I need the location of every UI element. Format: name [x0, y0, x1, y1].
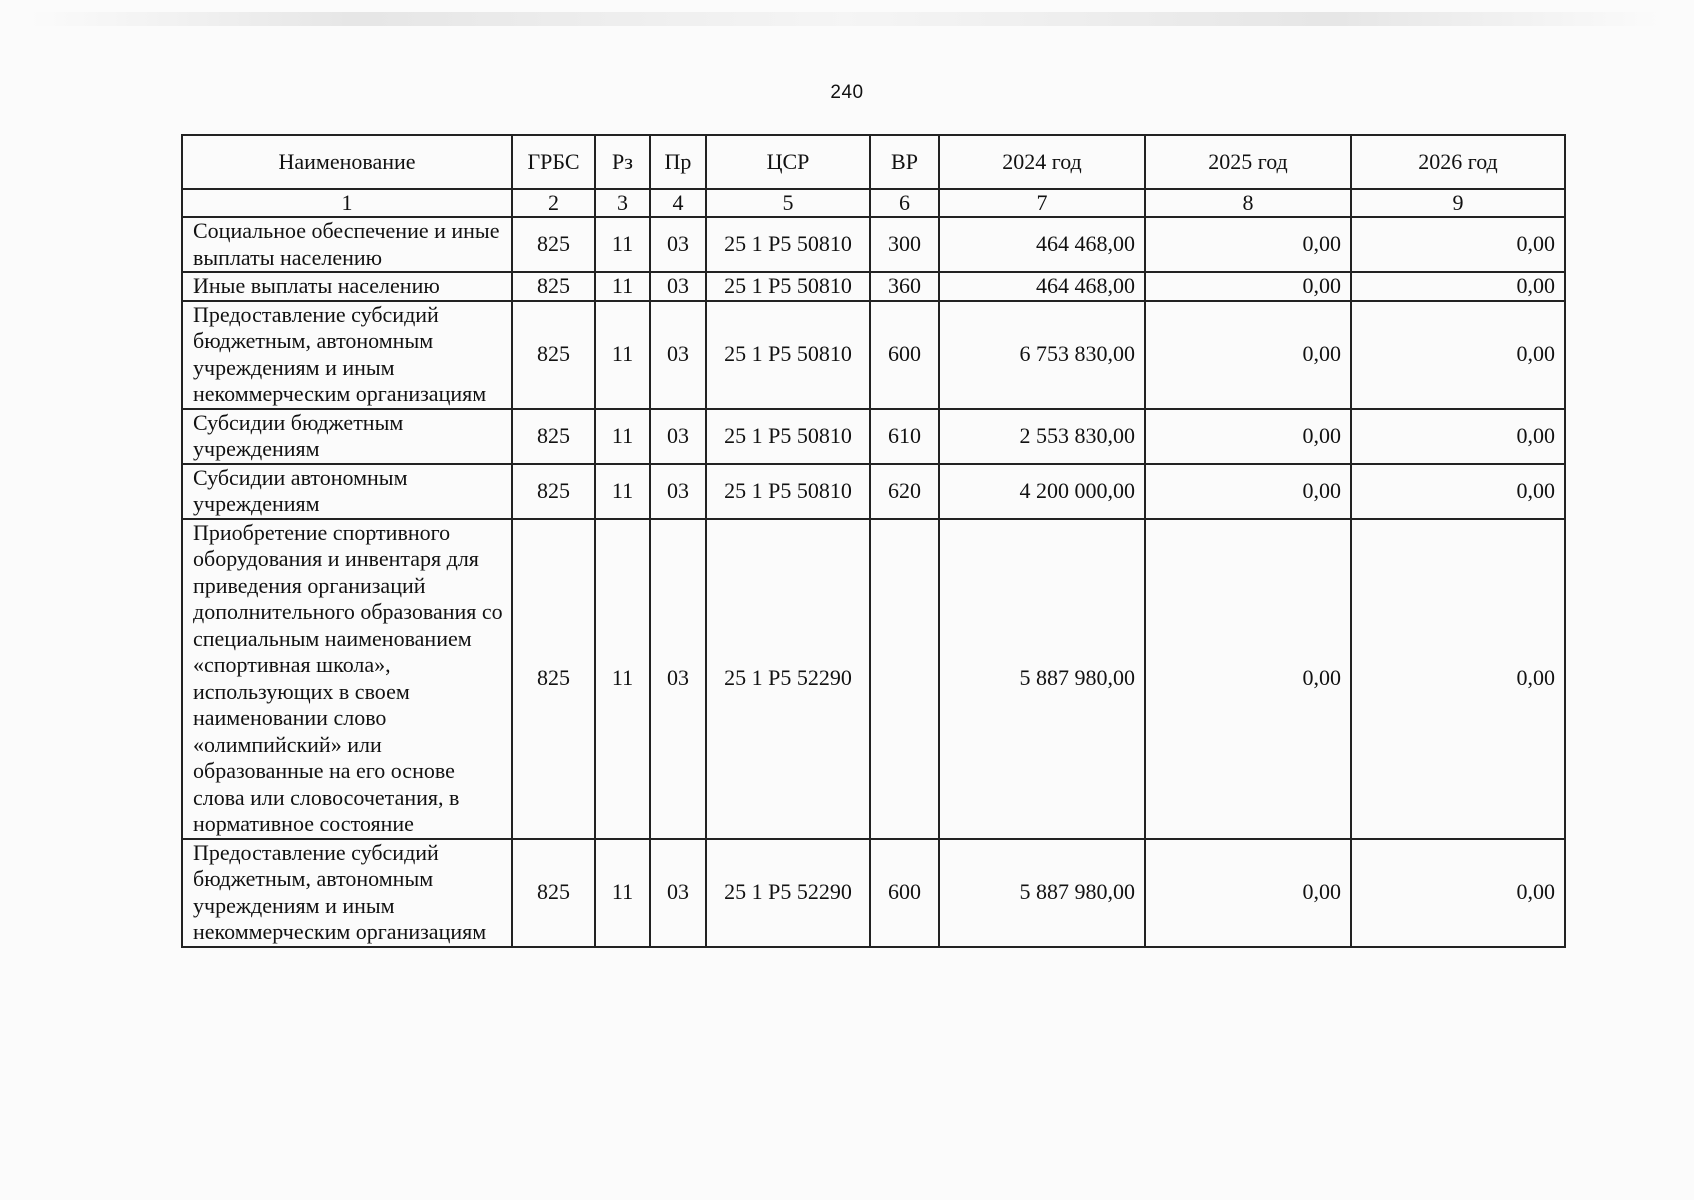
header-csr: ЦСР: [706, 135, 870, 189]
row-pr: 03: [650, 272, 706, 301]
header-rz: Рз: [595, 135, 650, 189]
row-2026: 0,00: [1351, 272, 1565, 301]
header-pr: Пр: [650, 135, 706, 189]
row-grbs: 825: [512, 839, 595, 947]
header-2025: 2025 год: [1145, 135, 1351, 189]
row-rz: 11: [595, 839, 650, 947]
row-2026: 0,00: [1351, 839, 1565, 947]
row-2025: 0,00: [1145, 272, 1351, 301]
column-number: 9: [1351, 189, 1565, 217]
row-grbs: 825: [512, 272, 595, 301]
row-rz: 11: [595, 272, 650, 301]
row-rz: 11: [595, 217, 650, 272]
table-row: [182, 519, 1565, 839]
row-rz: 11: [595, 519, 650, 839]
row-2026: 0,00: [1351, 409, 1565, 464]
row-csr: 25 1 P5 50810: [706, 217, 870, 272]
row-grbs: 825: [512, 301, 595, 409]
table-row: [182, 464, 1565, 519]
row-2024: 4 200 000,00: [939, 464, 1145, 519]
row-vr: 360: [870, 272, 939, 301]
row-rz: 11: [595, 464, 650, 519]
header-vr: ВР: [870, 135, 939, 189]
column-number: 5: [706, 189, 870, 217]
row-rz: 11: [595, 409, 650, 464]
row-2025: 0,00: [1145, 217, 1351, 272]
row-pr: 03: [650, 519, 706, 839]
row-pr: 03: [650, 839, 706, 947]
header-grbs: ГРБС: [512, 135, 595, 189]
row-name: Субсидии бюджетным учреждениям: [182, 409, 512, 464]
column-number: 7: [939, 189, 1145, 217]
column-number: 8: [1145, 189, 1351, 217]
row-pr: 03: [650, 217, 706, 272]
row-vr: 600: [870, 839, 939, 947]
row-csr: 25 1 P5 50810: [706, 464, 870, 519]
row-2024: 6 753 830,00: [939, 301, 1145, 409]
row-vr: [870, 519, 939, 839]
column-number: 4: [650, 189, 706, 217]
row-2024: 5 887 980,00: [939, 839, 1145, 947]
row-2025: 0,00: [1145, 839, 1351, 947]
row-2025: 0,00: [1145, 301, 1351, 409]
row-name: Субсидии автономным учреждениям: [182, 464, 512, 519]
row-vr: 300: [870, 217, 939, 272]
row-2025: 0,00: [1145, 464, 1351, 519]
row-pr: 03: [650, 301, 706, 409]
row-vr: 620: [870, 464, 939, 519]
scan-edge-shadow: [30, 12, 1660, 26]
row-name: Социальное обеспечение и иные выплаты населению: [182, 217, 512, 272]
table-row: [182, 217, 1565, 272]
row-2024: 464 468,00: [939, 272, 1145, 301]
row-2024: 5 887 980,00: [939, 519, 1145, 839]
row-csr: 25 1 P5 50810: [706, 409, 870, 464]
table-row: [182, 409, 1565, 464]
row-2025: 0,00: [1145, 409, 1351, 464]
row-2024: 464 468,00: [939, 217, 1145, 272]
column-number: 1: [182, 189, 512, 217]
row-name: Предоставление субсидий бюджетным, автономным учреждениям и иным некоммерческим организациям: [182, 839, 512, 947]
table-row: [182, 839, 1565, 947]
row-name: Приобретение спортивного оборудования и инвентаря для приведения организаций дополнительного образования со специальным наименованием «спортивная школа», использующих в своем наименовании слово «олимпийский» или образованные на его основе слова или словосочетания, в нормативное состояние: [182, 519, 512, 839]
header-row: [182, 135, 1565, 189]
row-csr: 25 1 P5 50810: [706, 272, 870, 301]
row-rz: 11: [595, 301, 650, 409]
row-grbs: 825: [512, 409, 595, 464]
row-name: Предоставление субсидий бюджетным, автономным учреждениям и иным некоммерческим организациям: [182, 301, 512, 409]
row-pr: 03: [650, 409, 706, 464]
header-name: Наименование: [182, 135, 512, 189]
row-csr: 25 1 P5 52290: [706, 519, 870, 839]
header-2026: 2026 год: [1351, 135, 1565, 189]
table-row: [182, 301, 1565, 409]
row-2026: 0,00: [1351, 301, 1565, 409]
row-grbs: 825: [512, 464, 595, 519]
budget-table: [181, 134, 1566, 948]
row-grbs: 825: [512, 519, 595, 839]
column-number: 3: [595, 189, 650, 217]
column-number: 2: [512, 189, 595, 217]
row-vr: 600: [870, 301, 939, 409]
header-2024: 2024 год: [939, 135, 1145, 189]
row-2025: 0,00: [1145, 519, 1351, 839]
row-2024: 2 553 830,00: [939, 409, 1145, 464]
row-vr: 610: [870, 409, 939, 464]
table-row: [182, 272, 1565, 301]
page-number: 240: [830, 82, 864, 103]
row-grbs: 825: [512, 217, 595, 272]
column-number-row: [182, 189, 1565, 217]
row-2026: 0,00: [1351, 217, 1565, 272]
column-number: 6: [870, 189, 939, 217]
row-2026: 0,00: [1351, 519, 1565, 839]
row-pr: 03: [650, 464, 706, 519]
row-csr: 25 1 P5 52290: [706, 839, 870, 947]
row-csr: 25 1 P5 50810: [706, 301, 870, 409]
row-name: Иные выплаты населению: [182, 272, 512, 301]
row-2026: 0,00: [1351, 464, 1565, 519]
